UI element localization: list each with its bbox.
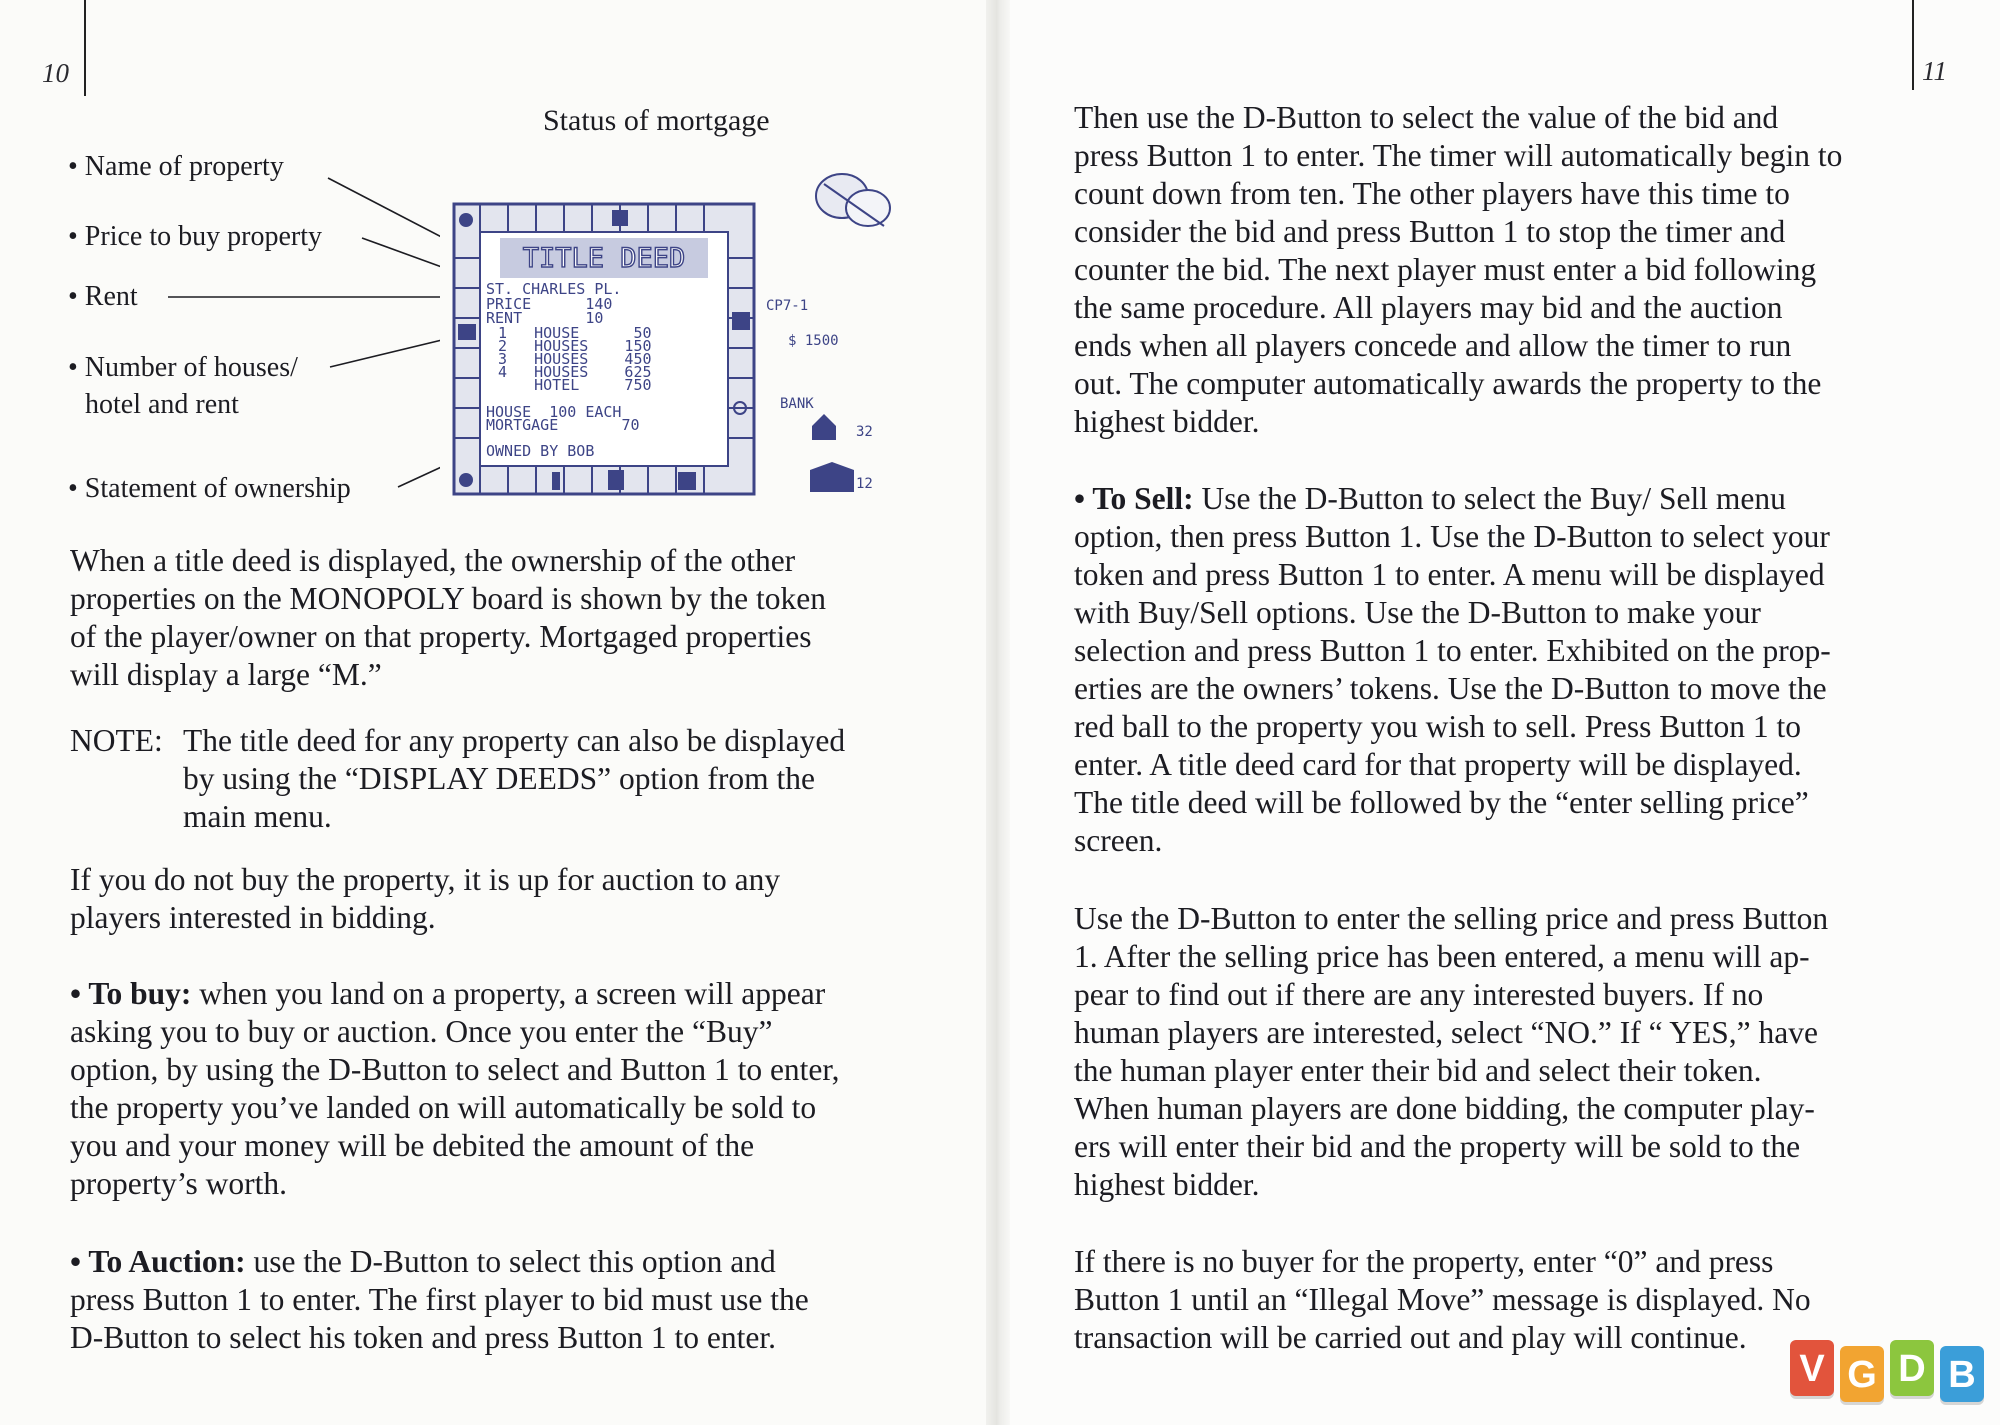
text-line: will display a large “M.” (70, 657, 382, 692)
text-line: of the player/owner on that property. Mortgaged properties (70, 619, 812, 654)
deed-price: PRICE 140 (486, 295, 613, 313)
text-line: red ball to the property you wish to sell. Press Button 1 to (1074, 709, 1802, 744)
text-line: use the D-Button to select this option and (245, 1244, 776, 1279)
deed-property: ST. CHARLES PL. (486, 280, 622, 298)
vgdb-watermark-logo (1790, 1340, 1990, 1412)
label-price: • Price to buy property (68, 221, 322, 252)
deed-rent-row: 3 HOUSES 450 (498, 350, 652, 368)
text-line: The title deed for any property can also be displayed (183, 723, 846, 758)
paragraph-auction-intro (70, 861, 970, 937)
text-line: option, then press Button 1. Use the D-Button to select your (1074, 519, 1830, 554)
text-line: you and your money will be debited the amount of the (70, 1128, 755, 1163)
label-rent: • Rent (68, 281, 138, 312)
label-hotel-rent: hotel and rent (85, 389, 239, 420)
text-line: selection and press Button 1 to enter. Exhibited on the prop- (1074, 633, 1831, 668)
text-line: press Button 1 to enter. The first player to bid must use the (70, 1282, 809, 1317)
text-line: count down from ten. The other players have this time to (1074, 176, 1790, 211)
note-label: NOTE: (70, 723, 163, 758)
heading-to-auction: • To Auction: (70, 1244, 246, 1279)
bank-label: BANK (780, 396, 814, 412)
heading-to-buy: • To buy: (70, 976, 192, 1011)
text-line: human players are interested, select “NO.” If “ YES,” have (1074, 1015, 1819, 1050)
label-name-of-property: • Name of property (68, 151, 284, 182)
text-line: screen. (1074, 823, 1163, 858)
text-line: D-Button to select his token and press Button 1 to enter. (70, 1320, 777, 1355)
figure-caption: Status of mortgage (543, 104, 770, 137)
text-line: 1. After the selling price has been entered, a menu will ap- (1074, 939, 1810, 974)
logo-letter: D (1890, 1340, 1934, 1396)
section-to-buy (70, 975, 970, 1203)
section-to-auction (70, 1243, 970, 1357)
deed-house-cost: HOUSE 100 EACH (486, 403, 622, 421)
deed-rent-row: 2 HOUSES 150 (498, 337, 652, 355)
deed-rent-row: HOTEL 750 (498, 376, 652, 394)
text-line: If you do not buy the property, it is up for auction to any (70, 862, 781, 897)
text-line: the property you’ve landed on will automatically be sold to (70, 1090, 817, 1125)
text-line: main menu. (183, 799, 332, 834)
deed-rent: RENT 10 (486, 309, 604, 327)
text-line: enter. A title deed card for that property will be displayed. (1074, 747, 1802, 782)
bank-hotels: 12 (856, 476, 873, 492)
text-line: pear to find out if there are any interested buyers. If no (1074, 977, 1764, 1012)
text-line: Button 1 until an “Illegal Move” message is displayed. No (1074, 1282, 1811, 1317)
text-line: option, by using the D-Button to select and Button 1 to enter, (70, 1052, 840, 1087)
text-line: The title deed will be followed by the “enter selling price” (1074, 785, 1809, 820)
text-line: token and press Button 1 to enter. A menu will be displayed (1074, 557, 1825, 592)
text-line: ends when all players concede and allow the timer to run (1074, 328, 1792, 363)
text-line: counter the bid. The next player must enter a bid following (1074, 252, 1817, 287)
text-line: ers will enter their bid and the property will be sold to the (1074, 1129, 1801, 1164)
paragraph-bidding (1074, 99, 1974, 441)
player-id: CP7-1 (766, 298, 809, 314)
page-number-left: 10 (42, 58, 69, 88)
text-line: out. The computer automatically awards the property to the (1074, 366, 1822, 401)
text-line: press Button 1 to enter. The timer will automatically begin to (1074, 138, 1843, 173)
note-text (183, 722, 963, 836)
deed-owner: OWNED BY BOB (486, 442, 595, 460)
logo-letter: B (1940, 1346, 1984, 1402)
logo-letter: G (1840, 1346, 1884, 1402)
text-line: with Buy/Sell options. Use the D-Button to make your (1074, 595, 1761, 630)
text-line: transaction will be carried out and play will continue. (1074, 1320, 1747, 1355)
heading-to-sell: • To Sell: (1074, 481, 1194, 516)
text-line: highest bidder. (1074, 404, 1260, 439)
text-line: by using the “DISPLAY DEEDS” option from the (183, 761, 815, 796)
text-line: asking you to buy or auction. Once you enter the “Buy” (70, 1014, 773, 1049)
text-line: the human player enter their bid and select their token. (1074, 1053, 1762, 1088)
game-screen-image (440, 168, 910, 508)
label-ownership: • Statement of ownership (68, 473, 351, 504)
text-line: Use the D-Button to enter the selling price and press Button (1074, 901, 1829, 936)
logo-letter: V (1790, 1340, 1834, 1396)
text-line: If there is no buyer for the property, enter “0” and press (1074, 1244, 1774, 1279)
section-to-sell (1074, 480, 1974, 860)
text-line: consider the bid and press Button 1 to stop the timer and (1074, 214, 1786, 249)
text-line: When a title deed is displayed, the ownership of the other (70, 543, 796, 578)
text-line: players interested in bidding. (70, 900, 436, 935)
text-line: highest bidder. (1074, 1167, 1260, 1202)
text-line: When human players are done bidding, the computer play- (1074, 1091, 1815, 1126)
text-line: Then use the D-Button to select the value of the bid and (1074, 100, 1779, 135)
deed-title: TITLE DEED (522, 243, 686, 274)
player-cash: $ 1500 (788, 333, 839, 349)
text-line: when you land on a property, a screen will appear (191, 976, 826, 1011)
page-rule-right (1912, 0, 1914, 90)
text-line: the same procedure. All players may bid and the auction (1074, 290, 1783, 325)
text-line: property’s worth. (70, 1166, 287, 1201)
page-number-right: 11 (1922, 56, 1947, 86)
bank-houses: 32 (856, 424, 873, 440)
text-line: Use the D-Button to select the Buy/ Sell menu (1193, 481, 1786, 516)
paragraph-title-deed (70, 542, 970, 694)
text-line: properties on the MONOPOLY board is shown by the token (70, 581, 826, 616)
paragraph-selling-price (1074, 900, 1974, 1204)
deed-mortgage: MORTGAGE 70 (486, 416, 640, 434)
deed-rent-row: 4 HOUSES 625 (498, 363, 652, 381)
text-line: erties are the owners’ tokens. Use the D-Button to move the (1074, 671, 1827, 706)
label-houses: • Number of houses/ (68, 352, 298, 383)
deed-rent-row: 1 HOUSE 50 (498, 324, 652, 342)
